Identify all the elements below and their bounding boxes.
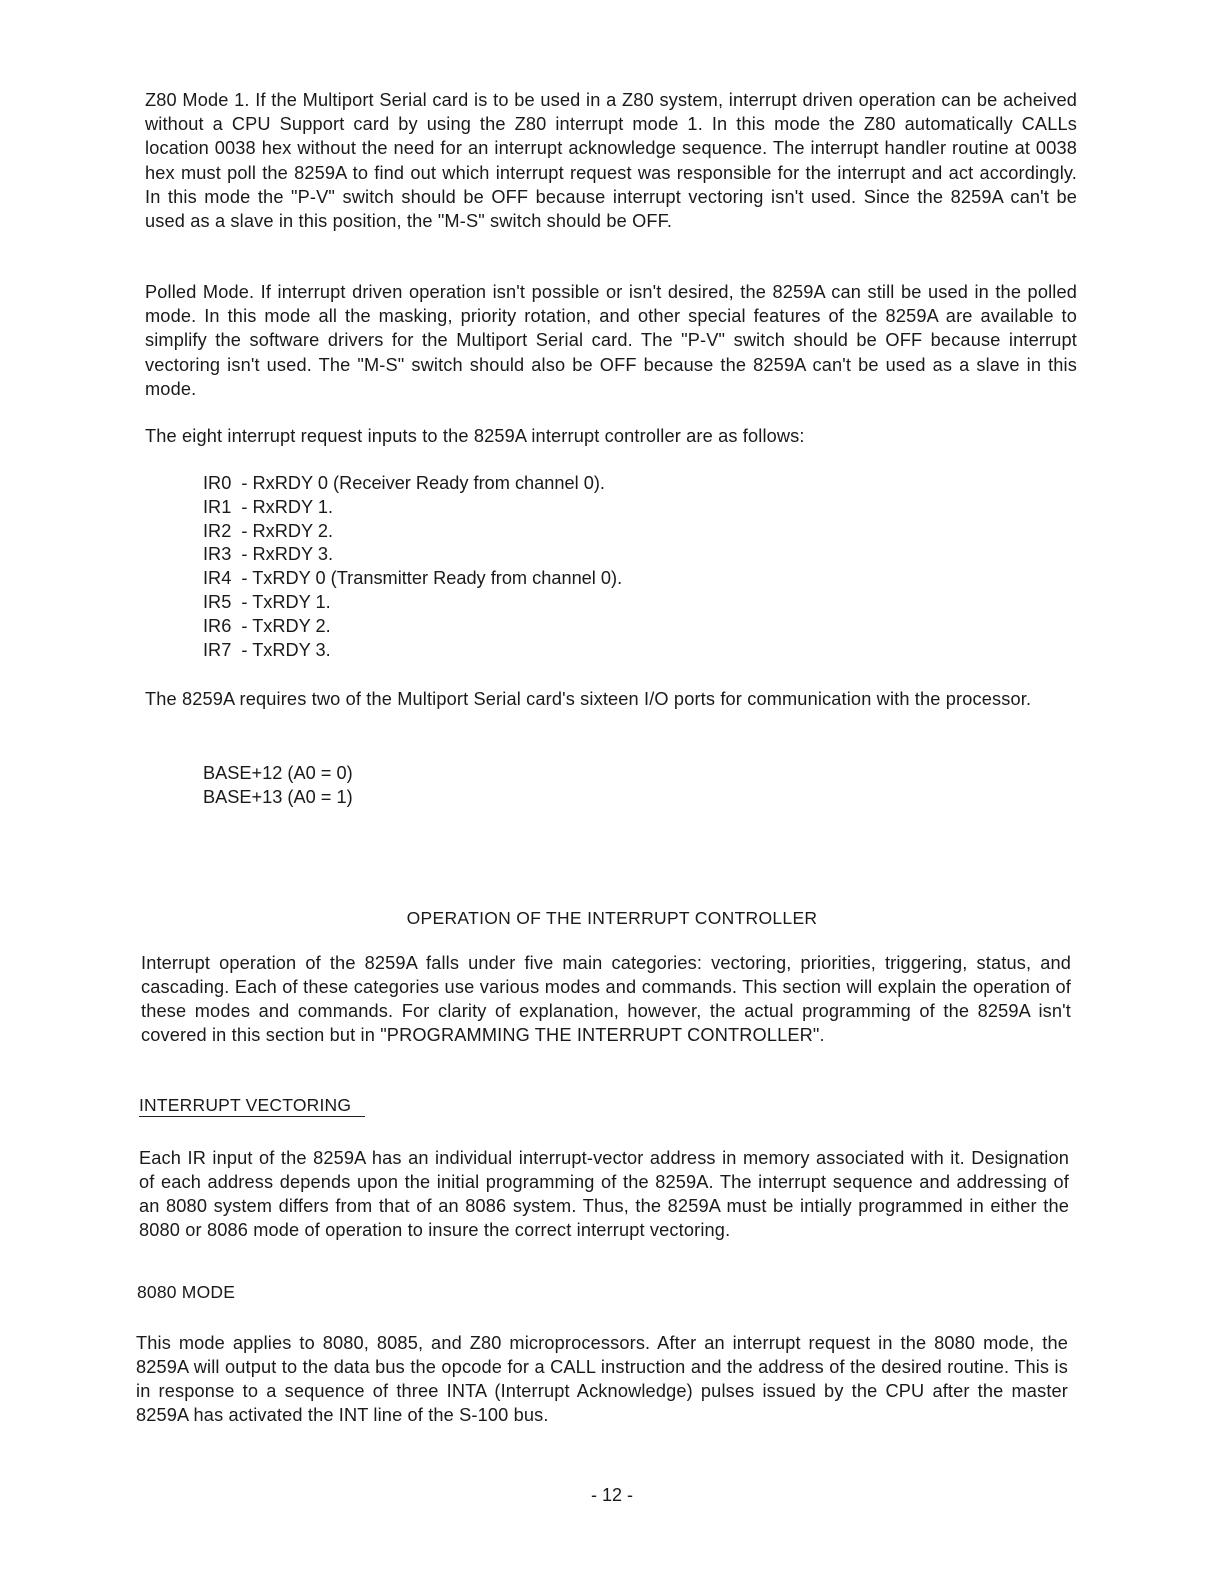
ir-input-list	[203, 472, 622, 662]
subheading-interrupt-vectoring-text: INTERRUPT VECTORING	[139, 1095, 365, 1117]
list-item: IR1 - RxRDY 1.	[203, 496, 334, 517]
paragraph-vectoring-body: Each IR input of the 8259A has an individual interrupt-vector address in memory associated with it. Designation of each address depends upon the initial programming of the 8259A. The interrupt sequence and addressing of an 8080 system differs from that of an 8086 system. Thus, the 8259A must be intially programmed in either the 8080 or 8086 mode of operation to insure the correct interrupt vectoring.	[139, 1148, 1069, 1240]
section-heading-operation: OPERATION OF THE INTERRUPT CONTROLLER	[406, 908, 818, 928]
list-item: IR2 - RxRDY 2.	[203, 520, 334, 541]
list-item: IR0 - RxRDY 0 (Receiver Ready from channel 0).	[203, 473, 605, 493]
list-item: IR4 - TxRDY 0 (Transmitter Ready from channel 0).	[203, 568, 623, 589]
paragraph-eight-inputs: The eight interrupt request inputs to the 8259A interrupt controller are as follows:	[145, 426, 805, 446]
paragraph-polled-mode: Polled Mode. If interrupt driven operation isn't possible or isn't desired, the 8259A can still be used in the polled mode. In this mode all the masking, priority rotation, and other special features of the 8259A are available to simplify the software drivers for the Multiport Serial card. The "P-V" switch should be OFF because interrupt vectoring isn't used. The "M-S" switch should also be OFF because the 8259A can't be used as a slave in this mode.	[145, 282, 1077, 399]
subheading-interrupt-vectoring	[139, 1095, 365, 1116]
subheading-8080-mode: 8080 MODE	[137, 1282, 236, 1302]
port-list	[203, 762, 353, 810]
list-item: IR7 - TxRDY 3.	[203, 639, 331, 660]
paragraph-operation-intro: Interrupt operation of the 8259A falls under five main categories: vectoring, priorities, triggering, status, and cascading. Each of these categories use various modes and commands. This section will explain the operation of these modes and commands. For clarity of explanation, however, the actual programming of the 8259A isn't covered in this section but in "PROGRAMMING THE INTERRUPT CONTROLLER".	[141, 953, 1071, 1045]
list-item: IR5 - TxRDY 1.	[203, 591, 331, 612]
list-item: BASE+13 (A0 = 1)	[203, 786, 353, 807]
paragraph-ports-intro: The 8259A requires two of the Multiport Serial card's sixteen I/O ports for communication with the processor.	[145, 689, 1032, 709]
paragraph-8080-mode-body: This mode applies to 8080, 8085, and Z80 microprocessors. After an interrupt request in the 8080 mode, the 8259A will output to the data bus the opcode for a CALL instruction and the address of the desired routine. This is in response to a sequence of three INTA (Interrupt Acknowledge) pulses issued by the CPU after the master 8259A has activated the INT line of the S-100 bus.	[136, 1333, 1068, 1425]
list-item: IR3 - RxRDY 3.	[203, 544, 334, 565]
page-number: - 12 -	[590, 1485, 633, 1505]
list-item: IR6 - TxRDY 2.	[203, 615, 331, 636]
paragraph-z80-mode1: Z80 Mode 1. If the Multiport Serial card is to be used in a Z80 system, interrupt driven operation can be acheived without a CPU Support card by using the Z80 interrupt mode 1. In this mode the Z80 automatically CALLs location 0038 hex without the need for an interrupt acknowledge sequence. The interrupt handler routine at 0038 hex must poll the 8259A to find out which interrupt request was responsible for the interrupt and act accordingly. In this mode the "P-V" switch should be OFF because interrupt vectoring isn't used. Since the 8259A can't be used as a slave in this position, the "M-S" switch should be OFF.	[145, 90, 1077, 232]
list-item: BASE+12 (A0 = 0)	[203, 763, 353, 783]
